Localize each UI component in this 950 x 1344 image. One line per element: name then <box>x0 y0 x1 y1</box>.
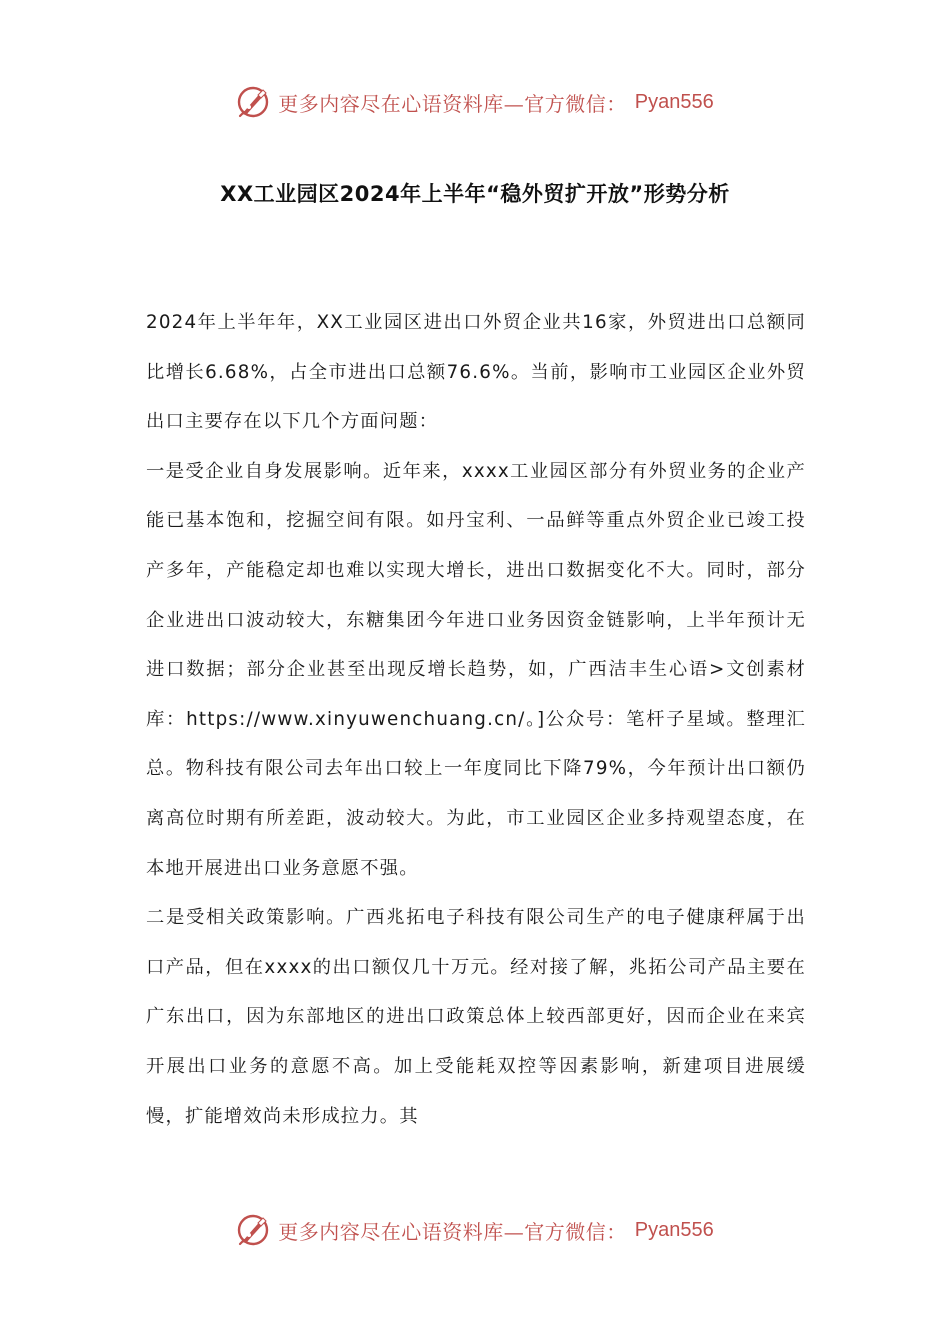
paragraph-point-two: 二是受相关政策影响。广西兆拓电子科技有限公司生产的电子健康秤属于出口产品，但在xxxx的出口额仅几十万元。经对接了解，兆拓公司产品主要在广东出口，因为东部地区的进出口政策总体上较西部更好，因而企业在来宾开展出口业务的意愿不高。加上受能耗双控等因素影响，新建项目进展缓慢，扩能增效尚未形成拉力。其 <box>146 907 806 1127</box>
footer-watermark-banner <box>0 1210 950 1250</box>
quill-pen-logo-icon <box>236 1213 270 1247</box>
watermark-text: 更多内容尽在心语资料库—官方微信： <box>278 1219 627 1244</box>
watermark-wechat-id: Pyan556 <box>634 1218 714 1241</box>
document-body <box>146 298 806 1141</box>
watermark-text: 更多内容尽在心语资料库—官方微信： <box>278 91 627 116</box>
watermark-wechat-id: Pyan556 <box>634 90 714 113</box>
document-title: XX工业园区2024年上半年“稳外贸扩开放”形势分析 <box>220 182 730 206</box>
paragraph-point-one: 一是受企业自身发展影响。近年来，xxxx工业园区部分有外贸业务的企业产能已基本饱和，挖掘空间有限。如丹宝利、一品鲜等重点外贸企业已竣工投产多年，产能稳定却也难以实现大增长，进出口数据变化不大。同时，部分企业进出口波动较大，东糖集团今年进口业务因资金链影响，上半年预计无进口数据；部分企业甚至出现反增长趋势，如，广西洁丰生心语>文创素材库：https://www.xinyuwenchuang.cn/。]公众号：笔杆子星域。整理汇总。物科技有限公司去年出口较上一年度同比下降79%，今年预计出口额仍离高位时期有所差距，波动较大。为此，市工业园区企业多持观望态度，在本地开展进出口业务意愿不强。 <box>146 460 806 879</box>
header-watermark-banner <box>0 82 950 122</box>
quill-pen-logo-icon <box>236 85 270 119</box>
paragraph-intro: 2024年上半年年，XX工业园区进出口外贸企业共16家，外贸进出口总额同比增长6.68%，占全市进出口总额76.6%。当前，影响市工业园区企业外贸出口主要存在以下几个方面问题： <box>146 312 806 433</box>
